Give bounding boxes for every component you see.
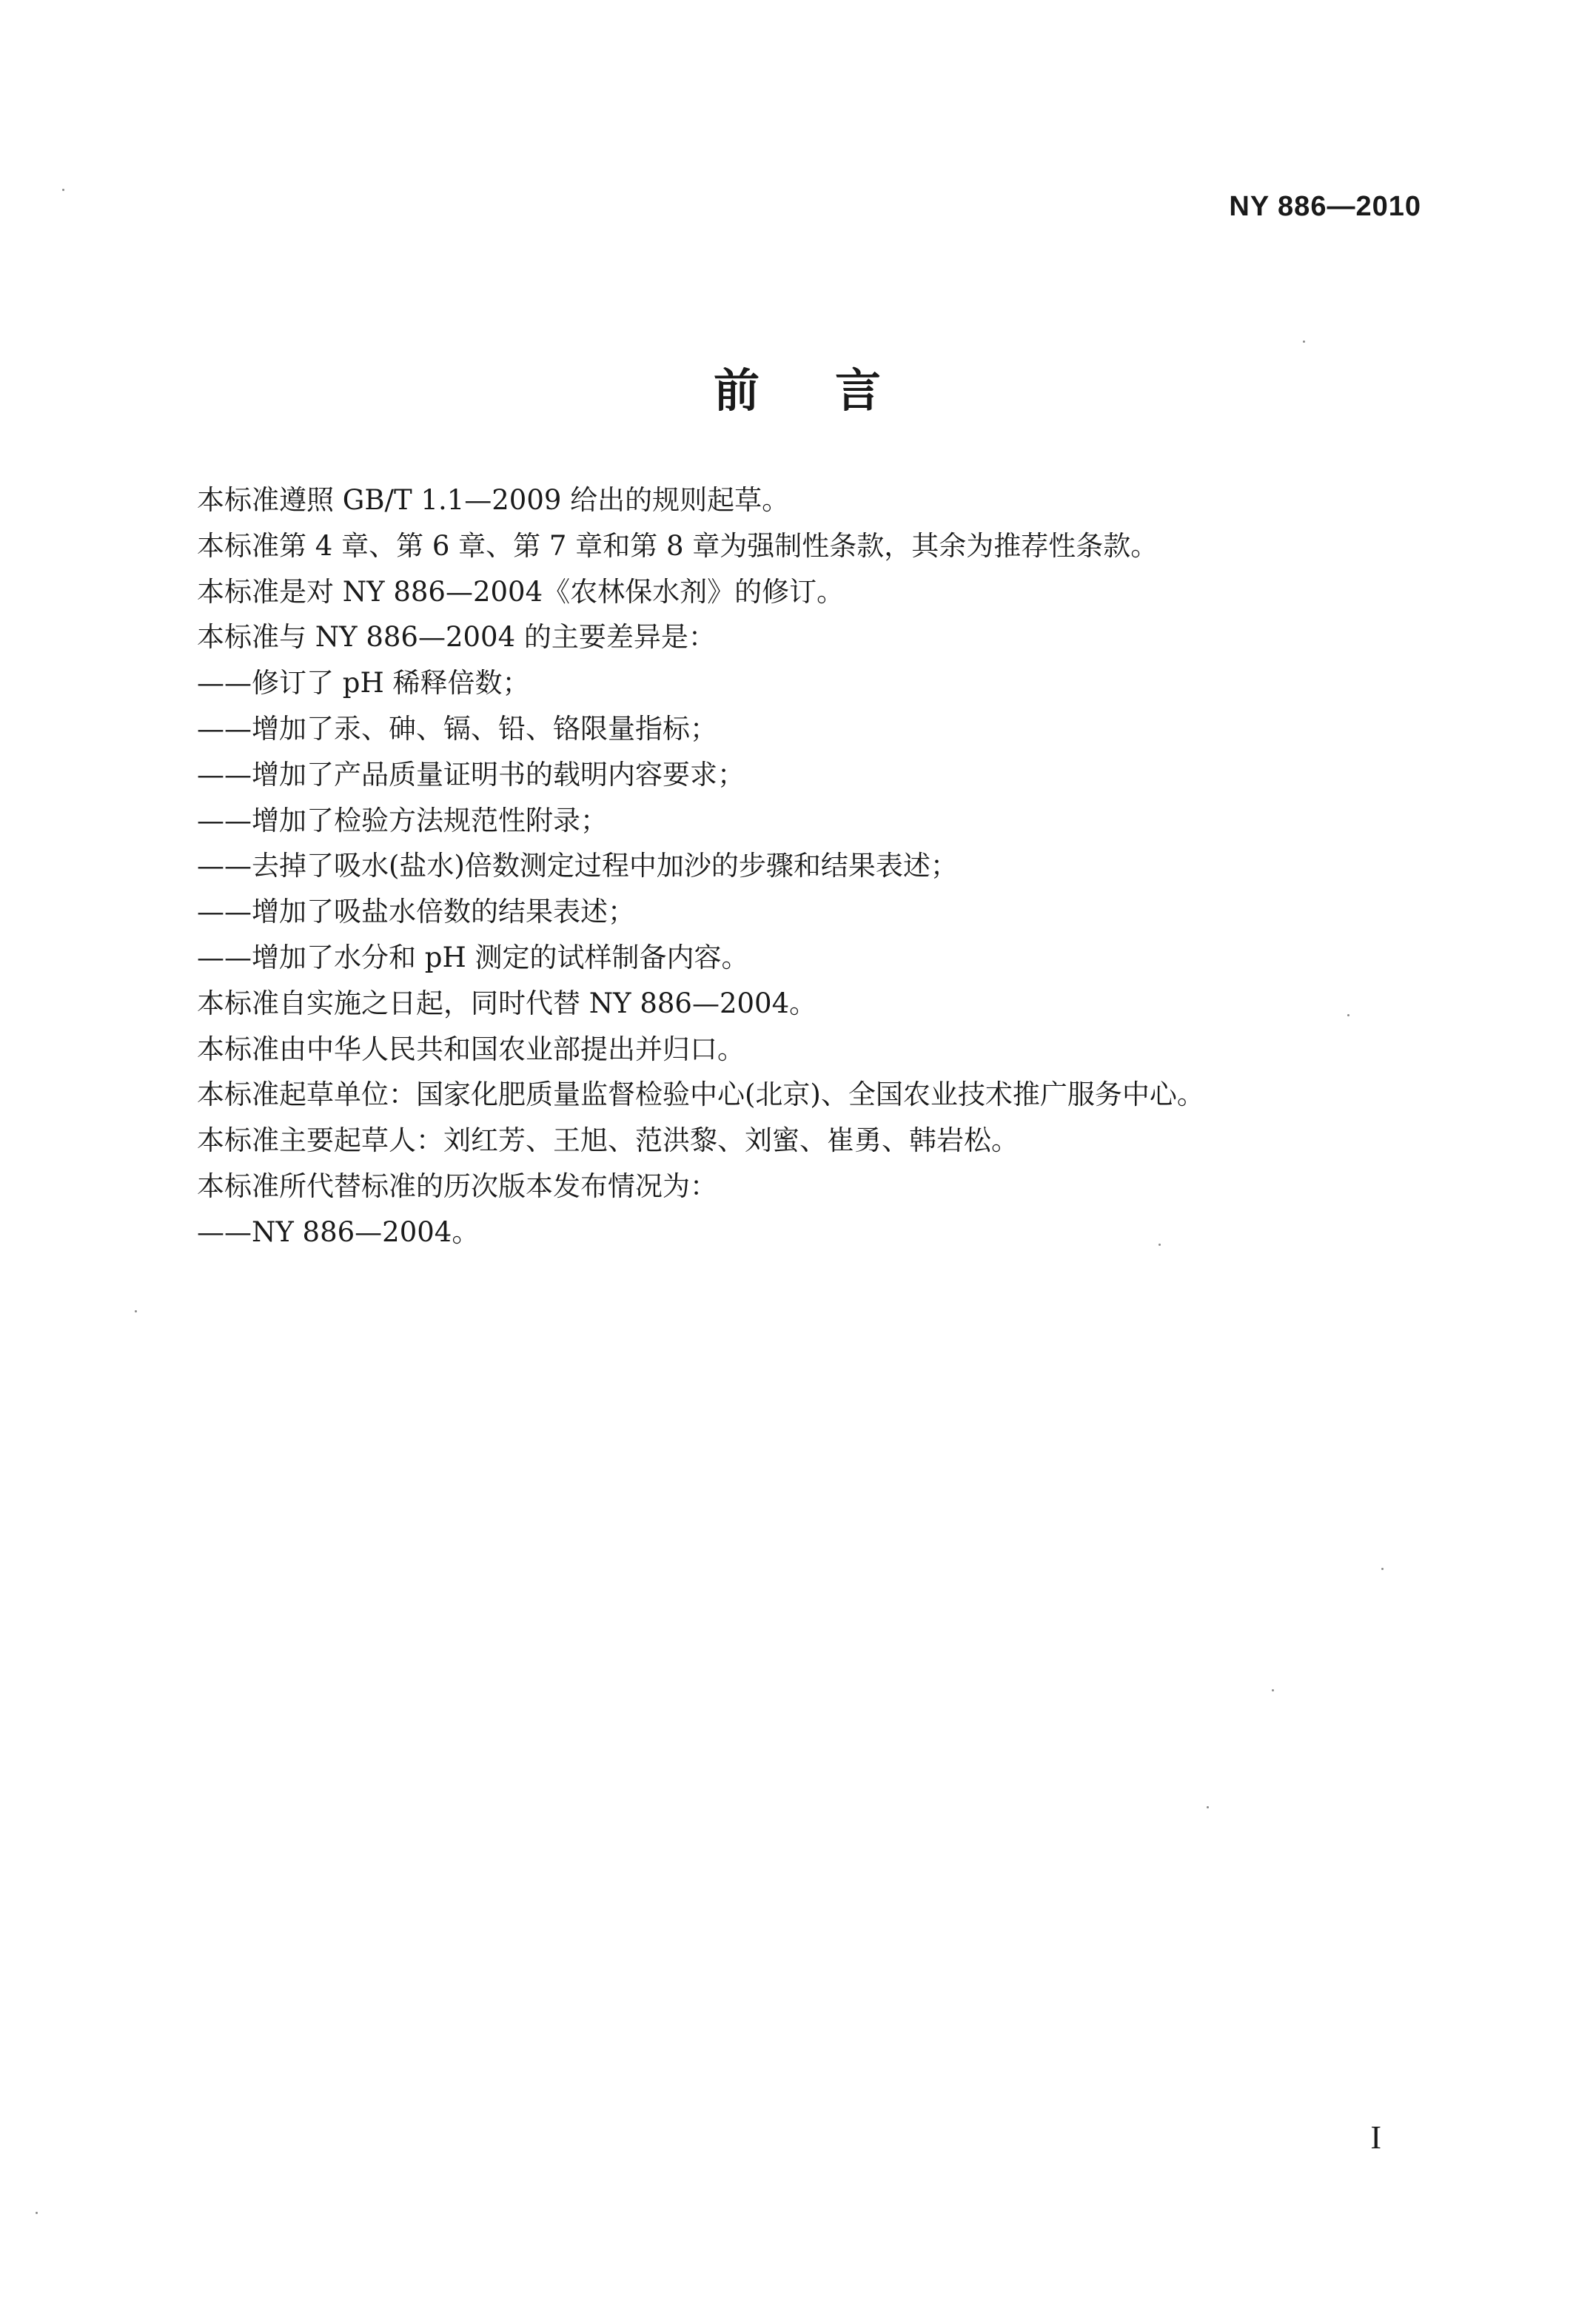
scan-speck <box>62 189 64 191</box>
list-item-difference: ——修订了 pH 稀释倍数； <box>197 667 530 700</box>
paragraph-revision-of: 本标准是对 NY 886—2004《农林保水剂》的修订。 <box>197 575 845 608</box>
scan-speck <box>135 1310 137 1312</box>
scan-speck <box>1303 341 1305 343</box>
list-item-difference: ——增加了检验方法规范性附录； <box>197 804 608 836</box>
paragraph-drafting-units: 本标准起草单位：国家化肥质量监督检验中心(北京)、全国农业技术推广服务中心。 <box>197 1079 1204 1111</box>
paragraph-main-differences: 本标准与 NY 886—2004 的主要差异是： <box>197 621 716 654</box>
list-item-difference: ——增加了吸盐水倍数的结果表述； <box>197 896 635 928</box>
title-char-left: 前 <box>713 363 761 417</box>
list-item-difference: ——增加了产品质量证明书的载明内容要求； <box>197 758 745 791</box>
paragraph-previous-editions: 本标准所代替标准的历次版本发布情况为： <box>197 1170 717 1202</box>
page-title <box>0 354 1596 420</box>
paragraph-drafters: 本标准主要起草人：刘红芳、王旭、范洪黎、刘蜜、崔勇、韩岩松。 <box>197 1124 1019 1157</box>
paragraph-mandatory-clauses: 本标准第 4 章、第 6 章、第 7 章和第 8 章为强制性条款，其余为推荐性条款。 <box>197 529 1159 562</box>
list-item-difference: ——增加了水分和 pH 测定的试样制备内容。 <box>197 941 749 973</box>
paragraph-proposed-by: 本标准由中华人民共和国农业部提出并归口。 <box>197 1033 745 1065</box>
scan-speck <box>36 2212 38 2214</box>
scan-speck <box>1347 1014 1349 1016</box>
title-char-right: 言 <box>835 363 883 417</box>
scan-speck <box>1159 1244 1161 1246</box>
list-item-difference: ——增加了汞、砷、镉、铅、铬限量指标； <box>197 712 717 745</box>
scan-speck <box>1207 1806 1209 1808</box>
standard-code: NY 886—2010 <box>1229 191 1421 222</box>
paragraph-drafting-rules: 本标准遵照 GB/T 1.1—2009 给出的规则起草。 <box>197 484 790 516</box>
foreword-body <box>197 477 1411 1255</box>
scan-speck <box>1381 1568 1384 1570</box>
page-number: I <box>1370 2119 1381 2156</box>
list-item-difference: ——去掉了吸水(盐水)倍数测定过程中加沙的步骤和结果表述； <box>197 850 958 882</box>
paragraph-replaces: 本标准自实施之日起，同时代替 NY 886—2004。 <box>197 987 817 1019</box>
list-item-previous-edition: ——NY 886—2004。 <box>197 1215 480 1248</box>
scan-speck <box>1272 1689 1274 1691</box>
